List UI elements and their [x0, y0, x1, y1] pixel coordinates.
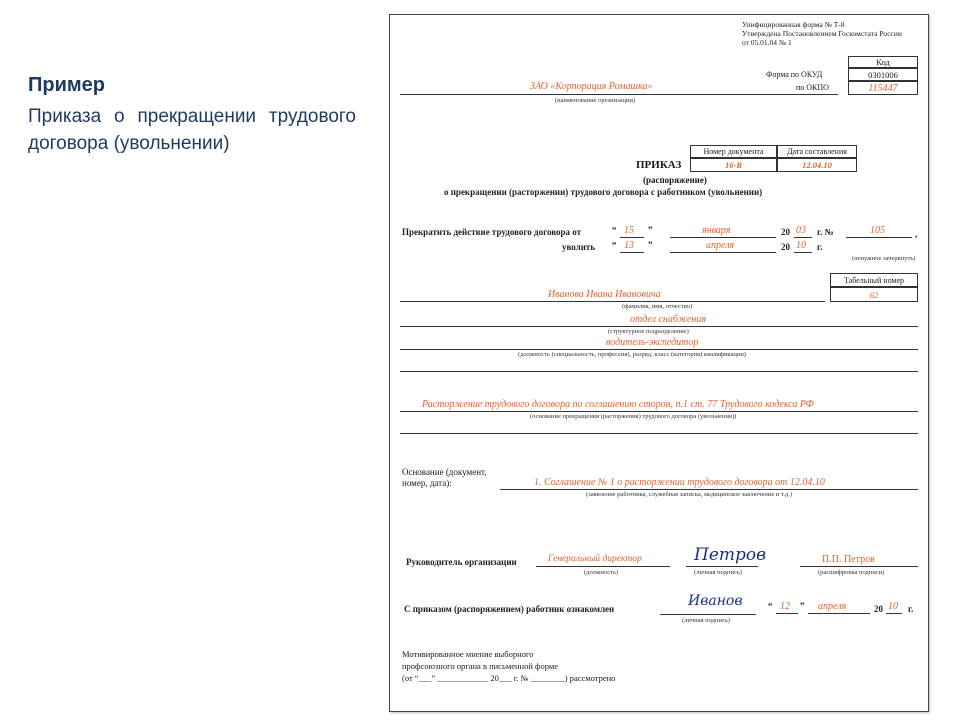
- dismiss-day-line: [620, 252, 644, 253]
- reason-line: [400, 411, 918, 412]
- dismiss-month-line: [670, 252, 776, 253]
- acknowledgement-label: С приказом (распоряжением) работник ознакомлен: [404, 604, 615, 614]
- union-line-2: профсоюзного органа в письменной форме: [402, 661, 559, 671]
- ack-year-line: [886, 613, 902, 614]
- tab-number-value: 62: [830, 287, 918, 302]
- term-year: 03: [796, 225, 806, 236]
- okpo-label: по ОКПО: [796, 83, 829, 92]
- head-position-line: [536, 566, 670, 567]
- term-day-line: [620, 237, 644, 238]
- basis-value: 1. Соглашение № 1 о расторжении трудового договора от 12.04.10: [534, 477, 825, 488]
- slide-description: Приказа о прекращении трудового договора (увольнении): [28, 106, 356, 154]
- dismiss-quote-open: “: [612, 240, 617, 250]
- dismiss-label: уволить: [562, 242, 596, 252]
- okud-label: Форма по ОКУД: [766, 70, 823, 79]
- union-line-1: Мотивированное мнение выборного: [402, 649, 534, 659]
- dismiss-year-prefix: 20: [781, 242, 790, 252]
- slide-title: Пример: [28, 74, 106, 96]
- term-month: января: [702, 225, 731, 236]
- ack-year: 10: [888, 601, 898, 612]
- order-title: о прекращении (расторжении) трудового договора с работником (увольнении): [444, 187, 763, 197]
- head-signature-line: [686, 566, 758, 567]
- ack-year-prefix: 20: [874, 604, 883, 614]
- department: отдел снабжения: [630, 314, 706, 325]
- name-caption: (фамилия, имя, отчество): [622, 303, 693, 310]
- ack-g: г.: [908, 604, 914, 614]
- doc-number-header: Номер документа: [690, 145, 777, 158]
- order-word: ПРИКАЗ: [636, 159, 682, 171]
- organization-name: ЗАО «Корпорация Ромашка»: [530, 81, 653, 92]
- organization-line: [400, 94, 838, 95]
- head-signature: Петров: [694, 545, 767, 565]
- head-name-line: [800, 566, 918, 567]
- unneeded-caption: (ненужное зачеркнуть): [852, 255, 916, 262]
- doc-number-value: 16-R: [690, 158, 777, 172]
- term-number: 105: [870, 225, 885, 236]
- employee-signature-caption: (личная подпись): [682, 617, 730, 624]
- ack-day-line: [776, 613, 798, 614]
- dismiss-year-line: [794, 252, 812, 253]
- doc-date-header: Дата составления: [777, 145, 857, 158]
- department-line: [400, 326, 918, 327]
- head-name: П.П. Петров: [822, 554, 875, 565]
- order-form-document: [389, 14, 929, 712]
- dismiss-day: 13: [624, 240, 634, 251]
- dismiss-quote-close: ”: [648, 240, 653, 250]
- position-line: [400, 349, 918, 350]
- termination-reason: Расторжение трудового договора по соглашению сторон, п.1 ст. 77 Трудового кодекса РФ: [422, 399, 814, 410]
- head-signature-caption: (личная подпись): [694, 569, 742, 576]
- okpo-value: 115447: [848, 81, 918, 95]
- head-position: Генеральный директор: [548, 554, 642, 564]
- blank-line-1: [400, 371, 918, 372]
- term-comma: ,: [915, 229, 918, 239]
- form-header-line-2: Утверждена Постановлением Госкомстата России: [742, 29, 902, 38]
- dismiss-year: 10: [796, 240, 806, 251]
- form-header-line-1: Унифицированная форма № Т-8: [742, 20, 845, 29]
- position-caption: (должность (специальность, профессия), разряд, класс (категория) квалификации): [518, 351, 746, 358]
- union-line-3: (от “___” ____________ 20___ г. № ________) рассмотрено: [402, 673, 616, 683]
- blank-line-2: [400, 433, 918, 434]
- employee-signature-line: [660, 614, 756, 615]
- term-month-line: [670, 237, 776, 238]
- term-quote-close: ”: [648, 225, 653, 235]
- reason-caption: (основание прекращения (расторжения) трудового договора (увольнения)): [530, 413, 737, 420]
- term-g-no: г. №: [817, 227, 834, 237]
- tab-number-header: Табельный номер: [830, 273, 918, 287]
- employee-name: Иванова Ивана Ивановича: [548, 289, 661, 300]
- position: водитель-экспедитор: [606, 337, 699, 348]
- terminate-label: Прекратить действие трудового договора от: [402, 227, 582, 237]
- ack-month-line: [808, 613, 870, 614]
- ack-month: апреля: [818, 601, 847, 612]
- term-year-prefix: 20: [781, 227, 790, 237]
- basis-label-1: Основание (документ,: [402, 467, 487, 477]
- dismiss-month: апреля: [706, 240, 735, 251]
- okud-value: 0301006: [848, 68, 918, 81]
- employee-signature: Иванов: [688, 593, 743, 609]
- dismiss-g: г.: [817, 242, 823, 252]
- ack-quote-open: “: [768, 601, 773, 611]
- head-name-caption: (расшифровка подписи): [818, 569, 885, 576]
- organization-caption: (наименование организации): [555, 97, 636, 104]
- term-number-line: [846, 237, 912, 238]
- head-position-caption: (должность): [584, 569, 619, 576]
- term-year-line: [794, 237, 812, 238]
- employee-name-line: [400, 301, 825, 302]
- ack-quote-close: ”: [800, 601, 805, 611]
- department-caption: (структурное подразделение): [608, 328, 689, 335]
- term-day: 15: [624, 225, 634, 236]
- doc-date-value: 12.04.10: [777, 158, 857, 172]
- head-label: Руководитель организации: [406, 557, 517, 567]
- basis-label-2: номер, дата):: [402, 478, 452, 488]
- basis-line: [500, 489, 918, 490]
- basis-caption: (заявление работника, служебная записка, медицинское заключение и т.д.): [586, 491, 793, 498]
- term-quote-open: “: [612, 225, 617, 235]
- code-header: Код: [848, 56, 918, 68]
- form-header-line-3: от 05.01.04 № 1: [742, 38, 792, 47]
- order-subtitle: (распоряжение): [643, 175, 707, 185]
- ack-day: 12: [780, 601, 790, 612]
